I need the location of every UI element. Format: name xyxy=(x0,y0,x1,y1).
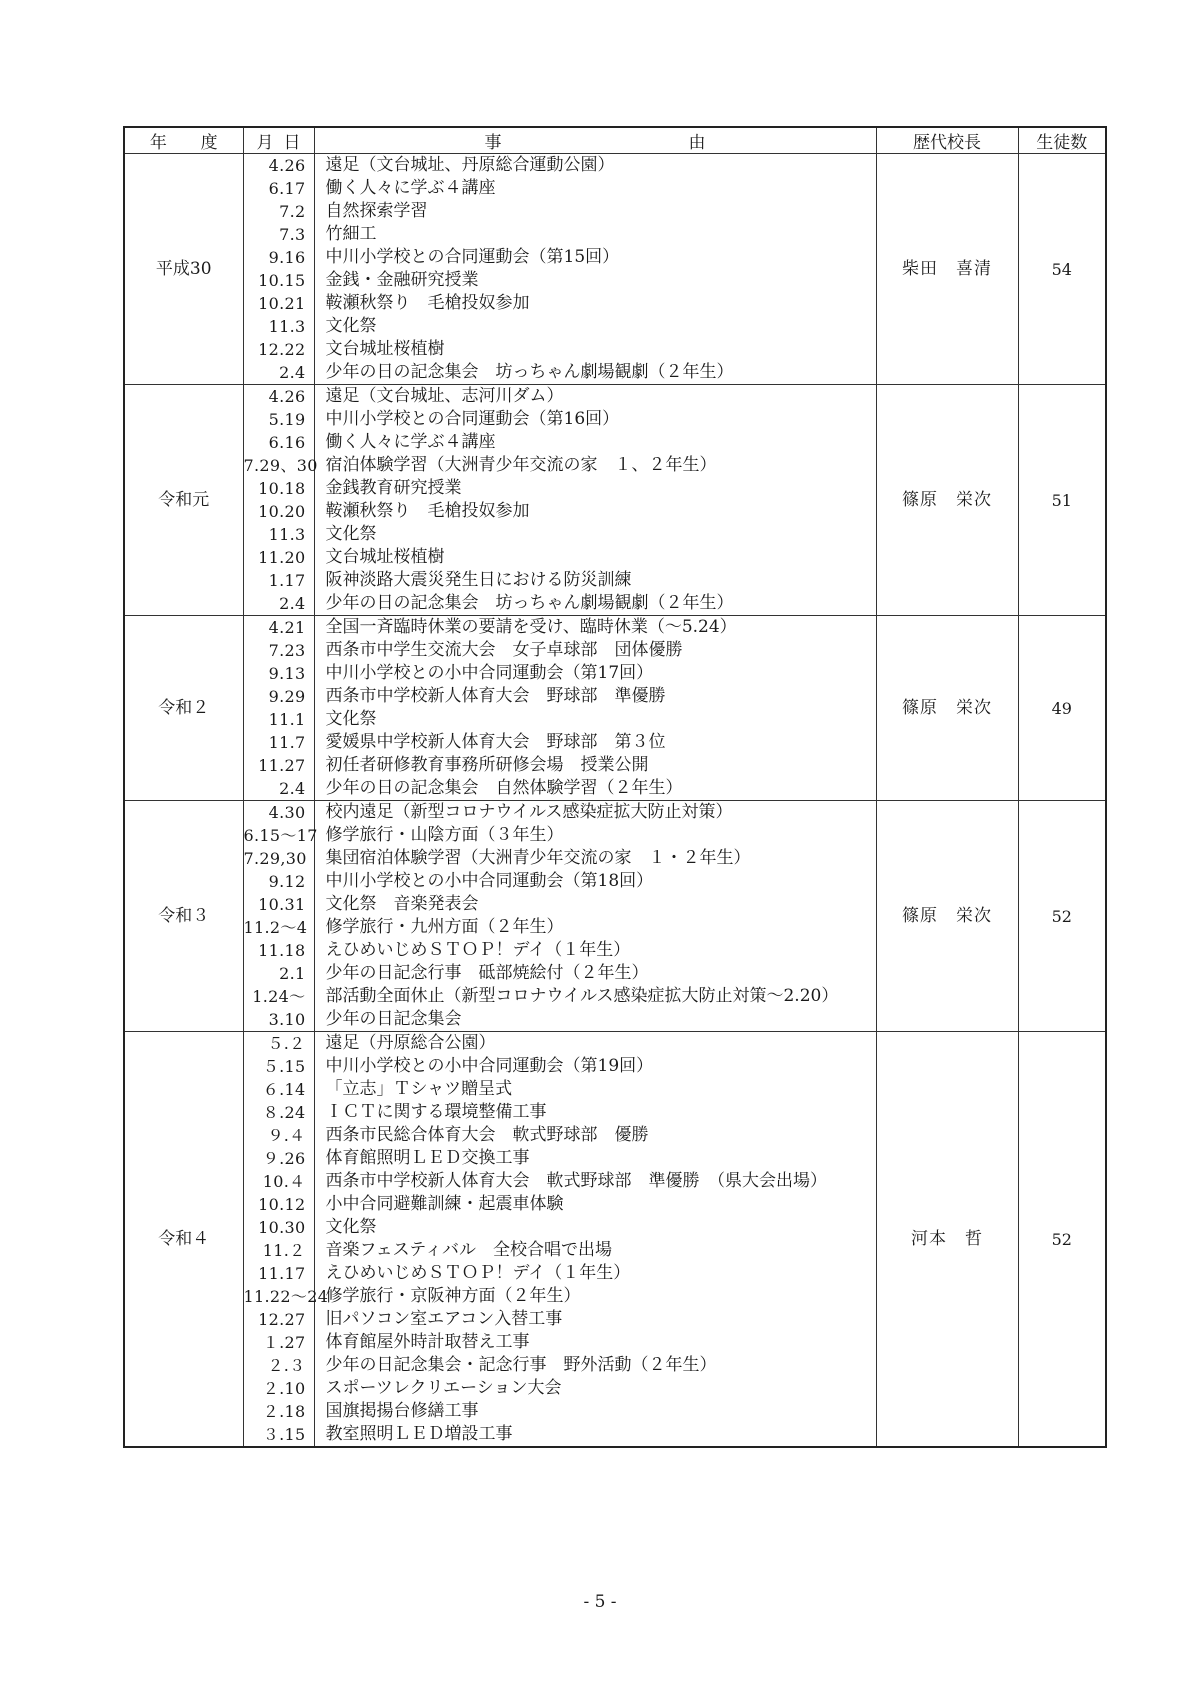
date-cell: ２.18 xyxy=(243,1400,314,1423)
date-cell: 9.12 xyxy=(243,870,314,893)
event-cell: 少年の日記念集会・記念行事 野外活動（２年生） xyxy=(314,1354,876,1377)
date-cell: 4.26 xyxy=(243,154,314,178)
date-cell: 7.29、30 xyxy=(243,456,318,475)
date-cell: ９.26 xyxy=(243,1147,314,1170)
date-cell: 9.13 xyxy=(243,662,314,685)
date-cell: 11.20 xyxy=(243,546,314,569)
date-cell: 11.18 xyxy=(243,939,314,962)
year-cell: 令和４ xyxy=(124,1032,243,1448)
event-cell: 中川小学校との小中合同運動会（第19回） xyxy=(314,1055,876,1078)
table-row xyxy=(124,385,1106,409)
date-cell: 11.２ xyxy=(243,1239,314,1262)
date-cell: 11.7 xyxy=(243,731,314,754)
event-cell: 働く人々に学ぶ４講座 xyxy=(314,431,876,454)
event-cell: えひめいじめＳＴＯＰ！デイ（１年生） xyxy=(314,1262,876,1285)
principal-cell: 柴田 喜清 xyxy=(876,154,1018,385)
event-cell: 体育館照明ＬＥＤ交換工事 xyxy=(314,1147,876,1170)
student-count-cell: 51 xyxy=(1018,385,1106,616)
date-cell: 1.24～ xyxy=(243,985,314,1008)
date-cell: 5.19 xyxy=(243,408,314,431)
event-cell: 文化祭 xyxy=(314,708,876,731)
date-cell: 7.29,30 xyxy=(243,847,314,870)
date-cell: 12.27 xyxy=(243,1308,314,1331)
date-cell: 7.23 xyxy=(243,639,314,662)
date-cell: 10.30 xyxy=(243,1216,314,1239)
table-body xyxy=(124,154,1106,1448)
date-cell: 2.4 xyxy=(243,777,314,801)
header-date: 月 日 xyxy=(243,127,314,154)
student-count-cell: 54 xyxy=(1018,154,1106,385)
event-cell: 文化祭 音楽発表会 xyxy=(314,893,876,916)
date-cell: ５.15 xyxy=(243,1055,314,1078)
event-cell: 小中合同避難訓練・起震車体験 xyxy=(314,1193,876,1216)
event-cell: 国旗掲揚台修繕工事 xyxy=(314,1400,876,1423)
header-row xyxy=(124,127,1106,154)
event-cell: 集団宿泊体験学習（大洲青少年交流の家 １・２年生） xyxy=(314,847,876,870)
event-cell: ＩＣＴに関する環境整備工事 xyxy=(314,1101,876,1124)
date-cell: ８.24 xyxy=(243,1101,314,1124)
date-cell: 10.４ xyxy=(243,1170,314,1193)
event-cell: 金銭教育研究授業 xyxy=(314,477,876,500)
event-cell: 中川小学校との合同運動会（第16回） xyxy=(314,408,876,431)
event-cell: 修学旅行・九州方面（２年生） xyxy=(314,916,876,939)
event-cell: 愛媛県中学校新人体育大会 野球部 第３位 xyxy=(314,731,876,754)
page-number: - 5 - xyxy=(583,1592,617,1612)
date-cell: 11.3 xyxy=(243,315,314,338)
event-cell: 竹細工 xyxy=(314,223,876,246)
event-cell: 文台城址桜植樹 xyxy=(314,546,876,569)
year-cell: 令和２ xyxy=(124,616,243,801)
date-cell: 10.21 xyxy=(243,292,314,315)
date-cell: 7.3 xyxy=(243,223,314,246)
event-cell: 少年の日記念行事 砥部焼絵付（２年生） xyxy=(314,962,876,985)
event-cell: 「立志」Ｔシャツ贈呈式 xyxy=(314,1078,876,1101)
student-count-cell: 52 xyxy=(1018,1032,1106,1448)
header-event: 事 由 xyxy=(314,127,876,154)
event-cell: 文台城址桜植樹 xyxy=(314,338,876,361)
event-cell: 中川小学校との小中合同運動会（第17回） xyxy=(314,662,876,685)
date-cell: 6.16 xyxy=(243,431,314,454)
year-cell: 令和３ xyxy=(124,801,243,1032)
event-cell: 宿泊体験学習（大洲青少年交流の家 １、２年生） xyxy=(314,454,876,477)
date-cell: 4.21 xyxy=(243,616,314,640)
event-cell: 文化祭 xyxy=(314,315,876,338)
event-cell: 少年の日の記念集会 坊っちゃん劇場観劇（２年生） xyxy=(314,361,876,385)
date-cell: 2.1 xyxy=(243,962,314,985)
event-cell: 中川小学校との小中合同運動会（第18回） xyxy=(314,870,876,893)
event-cell: 初任者研修教育事務所研修会場 授業公開 xyxy=(314,754,876,777)
date-cell: 6.17 xyxy=(243,177,314,200)
principal-cell: 河本 哲 xyxy=(876,1032,1018,1448)
date-cell: ２.10 xyxy=(243,1377,314,1400)
event-cell: 働く人々に学ぶ４講座 xyxy=(314,177,876,200)
event-cell: 修学旅行・山陰方面（３年生） xyxy=(314,824,876,847)
event-cell: 中川小学校との合同運動会（第15回） xyxy=(314,246,876,269)
date-cell: 10.15 xyxy=(243,269,314,292)
date-cell: ２.３ xyxy=(243,1354,314,1377)
event-cell: 全国一斉臨時休業の要請を受け、臨時休業（～5.24） xyxy=(314,616,876,640)
history-table xyxy=(123,126,1107,1448)
table-row xyxy=(124,801,1106,825)
event-cell: 西条市中学校新人体育大会 軟式野球部 準優勝 （県大会出場） xyxy=(314,1170,876,1193)
date-cell: 10.20 xyxy=(243,500,314,523)
date-cell: 11.27 xyxy=(243,754,314,777)
date-cell: 9.16 xyxy=(243,246,314,269)
event-cell: 少年の日の記念集会 自然体験学習（２年生） xyxy=(314,777,876,801)
header-principal: 歴代校長 xyxy=(876,127,1018,154)
date-cell: 7.2 xyxy=(243,200,314,223)
principal-cell: 篠原 栄次 xyxy=(876,385,1018,616)
date-cell: 2.4 xyxy=(243,361,314,385)
event-cell: スポーツレクリエーション大会 xyxy=(314,1377,876,1400)
year-cell: 平成30 xyxy=(124,154,243,385)
event-cell: 西条市中学生交流大会 女子卓球部 団体優勝 xyxy=(314,639,876,662)
date-cell: 10.31 xyxy=(243,893,314,916)
event-cell: 体育館屋外時計取替え工事 xyxy=(314,1331,876,1354)
date-cell: 4.26 xyxy=(243,385,314,409)
event-cell: 音楽フェスティバル 全校合唱で出場 xyxy=(314,1239,876,1262)
table-row xyxy=(124,616,1106,640)
event-cell: 鞍瀬秋祭り 毛槍投奴参加 xyxy=(314,500,876,523)
event-cell: 自然探索学習 xyxy=(314,200,876,223)
event-cell: 教室照明ＬＥＤ増設工事 xyxy=(314,1423,876,1447)
event-cell: えひめいじめＳＴＯＰ！デイ（１年生） xyxy=(314,939,876,962)
event-cell: 少年の日記念集会 xyxy=(314,1008,876,1032)
date-cell: 11.2～4 xyxy=(243,916,314,939)
date-cell: 10.18 xyxy=(243,477,314,500)
date-cell: ９.４ xyxy=(243,1124,314,1147)
date-cell: 3.10 xyxy=(243,1008,314,1032)
date-cell: 4.30 xyxy=(243,801,314,825)
event-cell: 文化祭 xyxy=(314,523,876,546)
event-cell: 少年の日の記念集会 坊っちゃん劇場観劇（２年生） xyxy=(314,592,876,616)
date-cell: 11.22～24 xyxy=(243,1287,329,1306)
student-count-cell: 49 xyxy=(1018,616,1106,801)
event-cell: 遠足（文台城址、丹原総合運動公園） xyxy=(314,154,876,178)
event-cell: 西条市民総合体育大会 軟式野球部 優勝 xyxy=(314,1124,876,1147)
student-count-cell: 52 xyxy=(1018,801,1106,1032)
event-cell: 旧パソコン室エアコン入替工事 xyxy=(314,1308,876,1331)
date-cell: 11.17 xyxy=(243,1262,314,1285)
event-cell: 遠足（文台城址、志河川ダム） xyxy=(314,385,876,409)
date-cell: 11.1 xyxy=(243,708,314,731)
date-cell: ５.２ xyxy=(243,1032,314,1056)
event-cell: 文化祭 xyxy=(314,1216,876,1239)
date-cell: ３.15 xyxy=(243,1423,314,1447)
event-cell: 校内遠足（新型コロナウイルス感染症拡大防止対策） xyxy=(314,801,876,825)
date-cell: ６.14 xyxy=(243,1078,314,1101)
date-cell: 12.22 xyxy=(243,338,314,361)
event-cell: 遠足（丹原総合公園） xyxy=(314,1032,876,1056)
date-cell: 6.15～17 xyxy=(243,826,318,845)
table-row xyxy=(124,1032,1106,1056)
event-cell: 部活動全面休止（新型コロナウイルス感染症拡大防止対策～2.20） xyxy=(314,985,876,1008)
date-cell: 1.17 xyxy=(243,569,314,592)
header-year: 年 度 xyxy=(124,127,243,154)
year-cell: 令和元 xyxy=(124,385,243,616)
date-cell: １.27 xyxy=(243,1331,314,1354)
principal-cell: 篠原 栄次 xyxy=(876,801,1018,1032)
table-row xyxy=(124,154,1106,178)
date-cell: 2.4 xyxy=(243,592,314,616)
header-students: 生徒数 xyxy=(1018,127,1106,154)
event-cell: 鞍瀬秋祭り 毛槍投奴参加 xyxy=(314,292,876,315)
event-cell: 金銭・金融研究授業 xyxy=(314,269,876,292)
date-cell: 11.3 xyxy=(243,523,314,546)
date-cell: 9.29 xyxy=(243,685,314,708)
event-cell: 阪神淡路大震災発生日における防災訓練 xyxy=(314,569,876,592)
principal-cell: 篠原 栄次 xyxy=(876,616,1018,801)
event-cell: 修学旅行・京阪神方面（２年生） xyxy=(314,1285,876,1308)
event-cell: 西条市中学校新人体育大会 野球部 準優勝 xyxy=(314,685,876,708)
date-cell: 10.12 xyxy=(243,1193,314,1216)
